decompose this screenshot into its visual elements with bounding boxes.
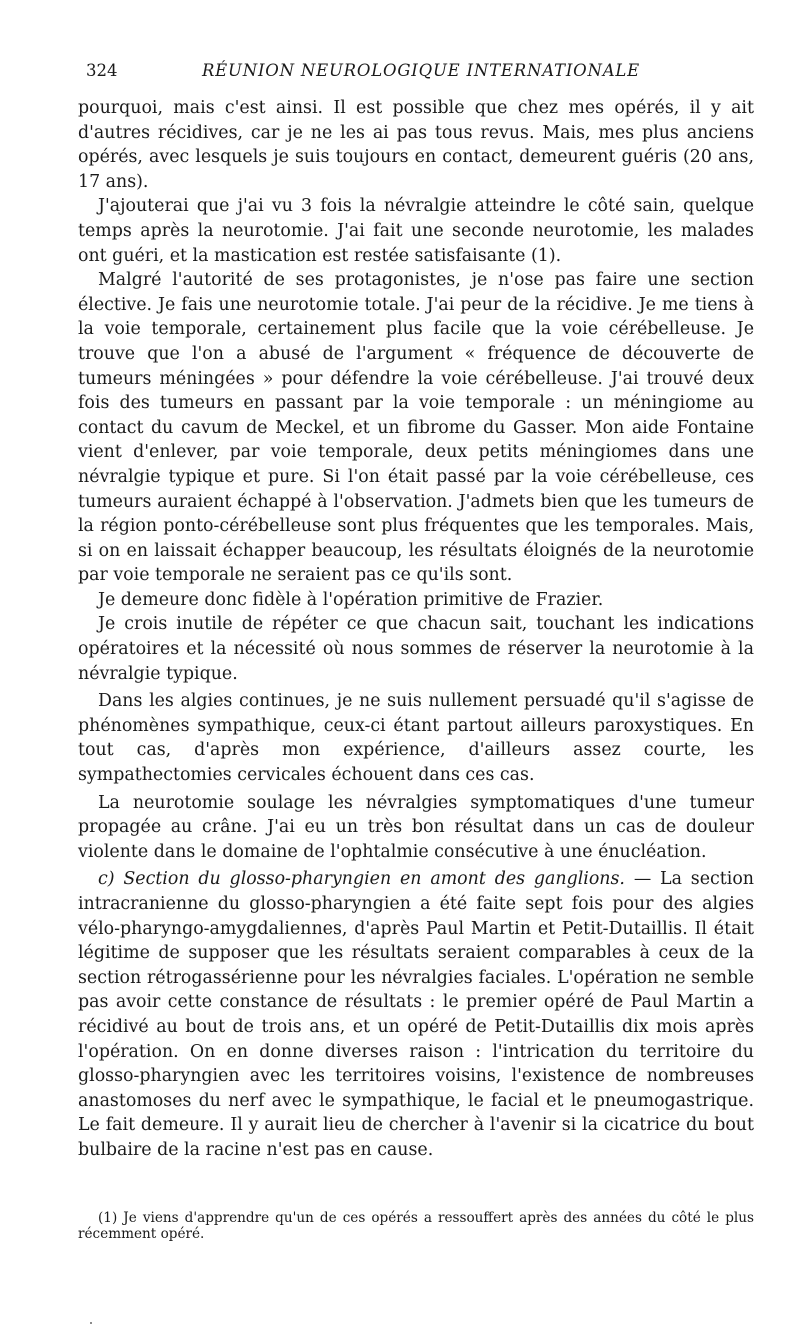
footnote: (1) Je viens d'apprendre qu'un de ces opérés a ressouffert après des années du côté le plus récemment opéré.	[78, 1210, 754, 1242]
paragraph: Je crois inutile de répéter ce que chacun sait, touchant les indications opératoires et la nécessité où nous sommes de réserver la neurotomie à la névralgie typique.	[78, 614, 754, 684]
paragraph-continuation: pourquoi, mais c'est ainsi. Il est possible que chez mes opérés, il y ait d'autres récidives, car je ne les ai pas tous revus. Mais, mes plus anciens opérés, avec lesquels je suis toujours en contact, demeurent guéris (20 ans, 17 ans).	[78, 98, 754, 192]
running-title: RÉUNION NEUROLOGIQUE INTERNATIONALE	[201, 61, 641, 80]
paragraph: Je demeure donc fidèle à l'opération primitive de Frazier.	[98, 589, 604, 610]
paragraph: Dans les algies continues, je ne suis nullement persuadé qu'il s'agisse de phénomènes sympathique, ceux-ci étant partout ailleurs paroxystiques. En tout cas, d'après mon expérience, d'ailleurs assez courte, les sympathectomies cervicales échouent dans ces cas.	[78, 691, 754, 786]
paragraph: La neurotomie soulage les névralgies symptomatiques d'une tumeur propagée au crâne. J'ai eu un très bon résultat dans un cas de douleur violente dans le domaine de l'ophtalmie consécutive à une énucléation.	[78, 792, 754, 862]
page-number: 324	[86, 61, 118, 80]
page-header	[86, 61, 756, 85]
section-c-paragraph	[78, 867, 754, 1162]
scan-speck	[90, 1322, 92, 1324]
paragraph: Malgré l'autorité de ses protagonistes, je n'ose pas faire une section élective. Je fais une neurotomie totale. J'ai peur de la récidive. Je me tiens à la voie temporale, certainement plus facile que la voie cérébelleuse. Je trouve que l'on a abusé de l'argument « fréquence de découverte de tumeurs méningées » pour défendre la voie cérébelleuse. J'ai trouvé deux fois des tumeurs en passant par la voie temporale : un méningiome au contact du cavum de Meckel, et un fibrome du Gasser. Mon aide Fontaine vient d'enlever, par voie temporale, deux petits méningiomes dans une névralgie typique et pure. Si l'on était passé par la voie cérébelleuse, ces tumeurs auraient échappé à l'observation. J'admets bien que les tumeurs de la région ponto-cérébelleuse sont plus fréquentes que les temporales. Mais, si on en laissait échapper beaucoup, les résultats éloignés de la neurotomie par voie temporale ne seraient pas ce qu'ils sont.	[78, 270, 754, 586]
section-text: — La section intracranienne du glosso-pharyngien a été faite sept fois pour des algies vélo-pharyngo-amygdaliennes, d'après Paul Martin et Petit-Dutaillis. Il était légitime de supposer que les résultats seraient comparables à ceux de la section rétrogassérienne pour les névralgies faciales. L'opération ne semble pas avoir cette constance de résultats : le premier opéré de Paul Martin a récidivé au bout de trois ans, et un opéré de Petit-Dutaillis dix mois après l'opération. On en donne diverses raison : l'intrication du territoire du glosso-pharyngien avec les territoires voisins, l'existence de nombreuses anastomoses du nerf avec le sympathique, le facial et le pneumogastrique. Le fait demeure. Il y aurait lieu de chercher à l'avenir si la cicatrice du bout bulbaire de la racine n'est pas en cause.	[78, 869, 754, 1160]
section-heading: c) Section du glosso-pharyngien en amont des ganglions.	[98, 869, 625, 890]
body-text	[78, 96, 754, 1163]
paragraph: J'ajouterai que j'ai vu 3 fois la névralgie atteindre le côté sain, quelque temps après la neurotomie. J'ai fait une seconde neurotomie, les malades ont guéri, et la mastication est restée satisfaisante (1).	[78, 196, 754, 266]
